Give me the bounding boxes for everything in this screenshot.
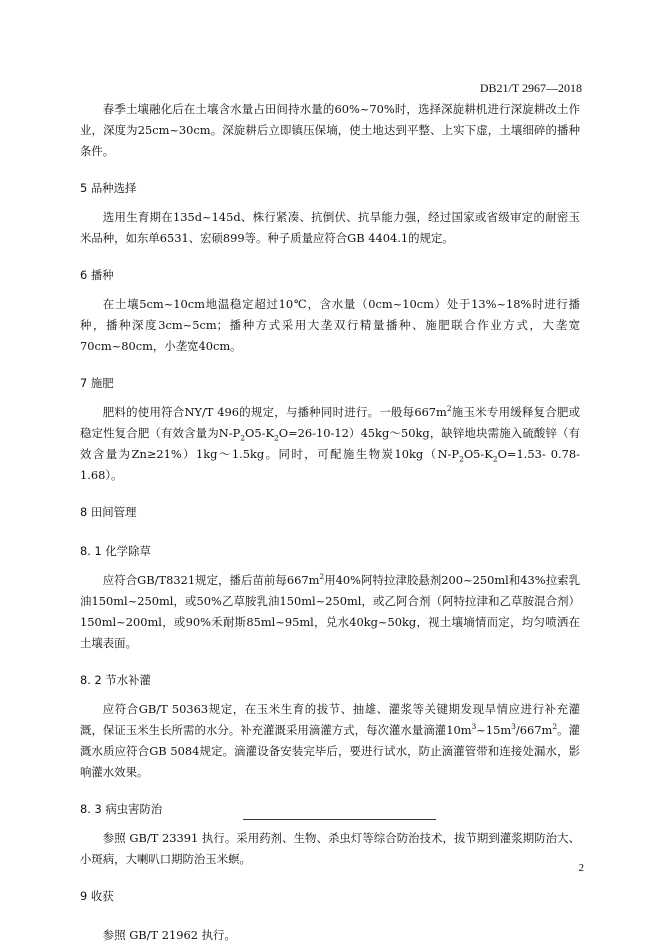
section-5-heading: 5 品种选择 [80, 181, 137, 195]
intro-paragraph: 春季土壤融化后在土壤含水量占田间持水量的60%~70%时，选择深旋耕机进行深旋耕改土作业，深度为25cm~30cm。深旋耕后立即镇压保墒，使土地达到平整、上实下虚，土壤细碎的播种条件。 [80, 102, 580, 158]
document-code: DB21/T 2967—2018 [479, 81, 582, 95]
section-9-paragraph: 参照 GB/T 21962 执行。 [102, 928, 236, 942]
end-rule [243, 819, 436, 820]
section-6-heading: 6 播种 [80, 268, 114, 282]
page-number: 2 [578, 862, 584, 874]
section-7-heading: 7 施肥 [80, 376, 114, 390]
section-8-1-heading: 8. 1 化学除草 [80, 544, 151, 558]
section-8-2-paragraph: 应符合GB/T 50363规定，在玉米生育的拔节、抽雄、灌浆等关键期发现旱情应进行补充灌溉，保证玉米生长所需的水分。补充灌溉采用滴灌方式，每次灌水量滴灌$10m^3\sim 15m^3/667m^2$。灌溉水质应符合GB 5084规定。滴灌设备安装完毕后，要进行试水，防止滴灌管带和连接处漏水，影响灌水效果。 [80, 702, 580, 779]
section-8-3-paragraph: 参照 GB/T 23391 执行。采用药剂、生物、杀虫灯等综合防治技术，拔节期到灌浆期防治大、小斑病，大喇叭口期防治玉米螟。 [80, 831, 580, 866]
section-8-1-paragraph: 应符合GB/T8321规定，播后苗前每$667m^2$用40%阿特拉津胶悬剂200~250ml和43%拉索乳油150ml~250ml，或50%乙草胺乳油150ml~250ml，或乙阿合剂（阿特拉津和乙草胺混合剂）150ml~200ml，或90%禾耐斯85ml~95ml，兑水40kg~50kg，视土壤墒情而定，均匀喷洒在土壤表面。 [80, 572, 581, 650]
section-8-2-heading: 8. 2 节水补灌 [80, 673, 151, 687]
section-7-paragraph: 肥料的使用符合NY/T 496的规定，与播种同时进行。一般每$667m^2$施玉米专用缓释复合肥或稳定性复合肥（有效含量为$N-P_2O5-K_2O=26-10-12)45kg\sim 50kg$，缺锌地块需施入硫酸锌（有效含量为Zn≥21%）1kg～1.5kg。同时，可配施生物炭$10kg(N-P_2O5-K_2O=1.53-$ 0.78-1.68）。 [80, 404, 580, 482]
section-9-heading: 9 收获 [80, 889, 114, 903]
section-8-heading: 8 田间管理 [80, 505, 137, 519]
section-6-paragraph: 在土壤5cm~10cm地温稳定超过10℃，含水量（0cm~10cm）处于13%~18%时进行播种，播种深度3cm~5cm；播种方式采用大垄双行精量播种、施肥联合作业方式，大垄宽70cm~80cm，小垄宽40cm。 [80, 297, 580, 353]
section-5-paragraph: 选用生育期在135d~145d、株行紧凑、抗倒伏、抗旱能力强，经过国家或省级审定的耐密玉米品种，如东单6531、宏硕899等。种子质量应符合GB 4404.1的规定。 [80, 210, 580, 245]
section-8-3-heading: 8. 3 病虫害防治 [80, 802, 163, 816]
